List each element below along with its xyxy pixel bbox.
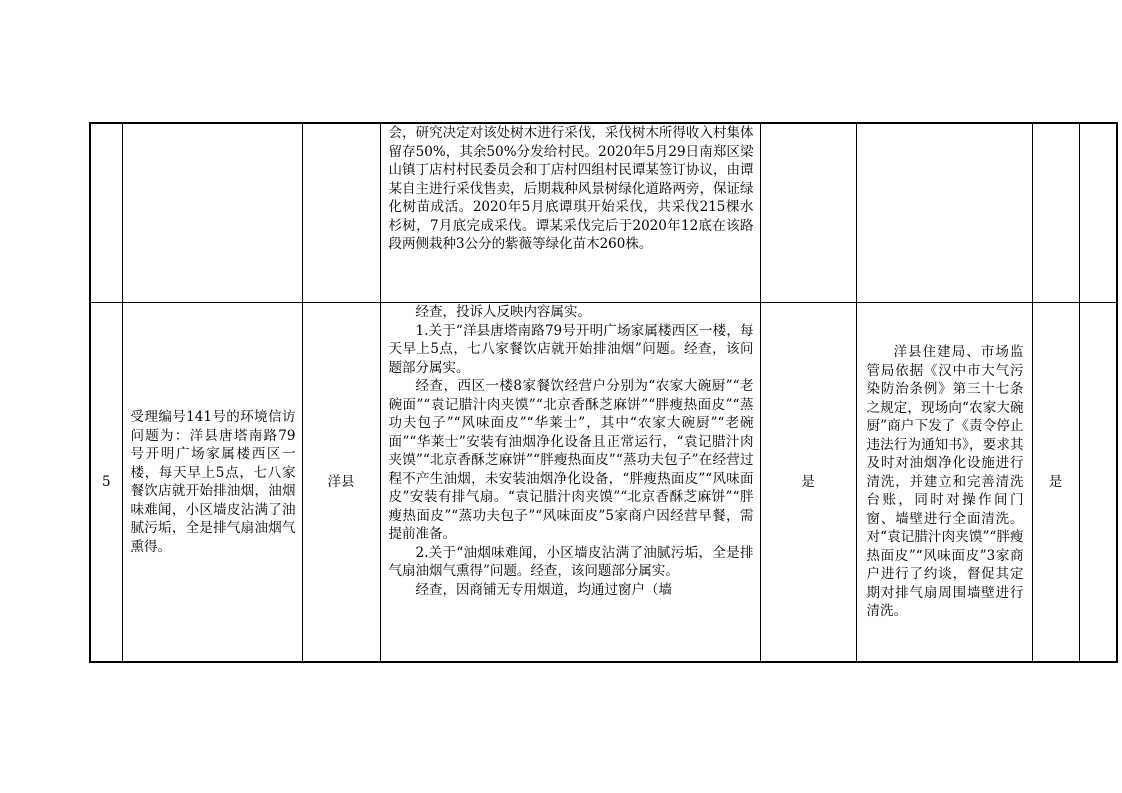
cell-done xyxy=(1032,123,1079,303)
cell-investigation xyxy=(380,123,760,303)
investigation-paragraph: 经查，西区一楼8家餐饮经营户分别为“农家大碗厨”“老碗面”“袁记腊汁肉夹馍”“北京香酥芝麻饼”“胖瘦热面皮”“蒸功夫包子”“风味面皮”“华莱士”，其中“农家大碗厨”“老碗面”“华莱士”安装有油烟净化设备且正常运行，“袁记腊汁肉夹馍”“北京香酥芝麻饼”“胖瘦热面皮”“蒸功夫包子”在经营过程不产生油烟，未安装油烟净化设备，“胖瘦热面皮”“风味面皮”安装有排气扇。“袁记腊汁肉夹馍”“北京香酥芝麻饼”“胖瘦热面皮”“蒸功夫包子”“风味面皮”5家商户因经营早餐，需提前准备。 xyxy=(388,378,754,542)
cell-area xyxy=(302,123,380,303)
cell-number: 5 xyxy=(90,303,122,663)
investigation-paragraph: 2.关于“油烟味难闻，小区墙皮沾满了油腻污垢，全是排气扇油烟气熏得”问题。经查，该问题部分属实。 xyxy=(388,544,754,579)
investigation-paragraph: 会，研究决定对该处树木进行采伐，采伐树木所得收入村集体留存50%，其余50%分发给村民。2020年5月29日南郑区梁山镇丁店村村民委员会和丁店村四组村民谭某签订协议，由谭某自主进行采伐售卖，后期栽种风景树绿化道路两旁，保证绿化树苗成活。2020年5月底谭琪开始采伐，共采伐215棵水杉树，7月底完成采伐。谭某采伐完后于2020年12底在该路段两侧栽种3公分的紫薇等绿化苗木260株。 xyxy=(388,125,754,252)
case-table xyxy=(89,122,1118,663)
issue-text: 受理编号141号的环境信访问题为：洋县唐塔南路79号开明广场家属楼西区一楼，每天早上5点，七八家餐饮店就开始排油烟，油烟味难闻，小区墙皮沾满了油腻污垢，全是排气扇油烟气熏得。 xyxy=(130,409,296,555)
cell-investigation xyxy=(380,303,760,663)
cell-issue xyxy=(122,123,302,303)
table-row xyxy=(90,123,1117,303)
investigation-paragraph: 经查，因商铺无专用烟道，均通过窗户（墙 xyxy=(415,581,672,598)
cell-note xyxy=(1079,303,1117,663)
cell-is-true xyxy=(760,123,856,303)
cell-action xyxy=(856,123,1032,303)
cell-action xyxy=(856,303,1032,663)
cell-done: 是 xyxy=(1032,303,1079,663)
cell-is-true: 是 xyxy=(760,303,856,663)
investigation-paragraph: 1.关于“洋县唐塔南路79号开明广场家属楼西区一楼，每天早上5点，七八家餐饮店就开始排油烟”问题。经查，该问题部分属实。 xyxy=(388,322,754,376)
action-text: 洋县住建局、市场监管局依据《汉中市大气污染防治条例》第三十七条之规定，现场向“农家大碗厨”商户下发了《责令停止违法行为通知书》，要求其及时对油烟净化设施进行清洗，并建立和完善清洗台账，同时对操作间门窗、墙壁进行全面清洗。对“袁记腊汁肉夹馍”“胖瘦热面皮”“风味面皮”3家商户进行了约谈，督促其定期对排气扇周围墙壁进行清洗。 xyxy=(866,344,1024,620)
investigation-paragraph: 经查，投诉人反映内容属实。 xyxy=(415,304,591,320)
cell-note xyxy=(1079,123,1117,303)
table-row xyxy=(90,303,1117,663)
cell-area: 洋县 xyxy=(302,303,380,663)
cell-number xyxy=(90,123,122,303)
cell-issue xyxy=(122,303,302,663)
